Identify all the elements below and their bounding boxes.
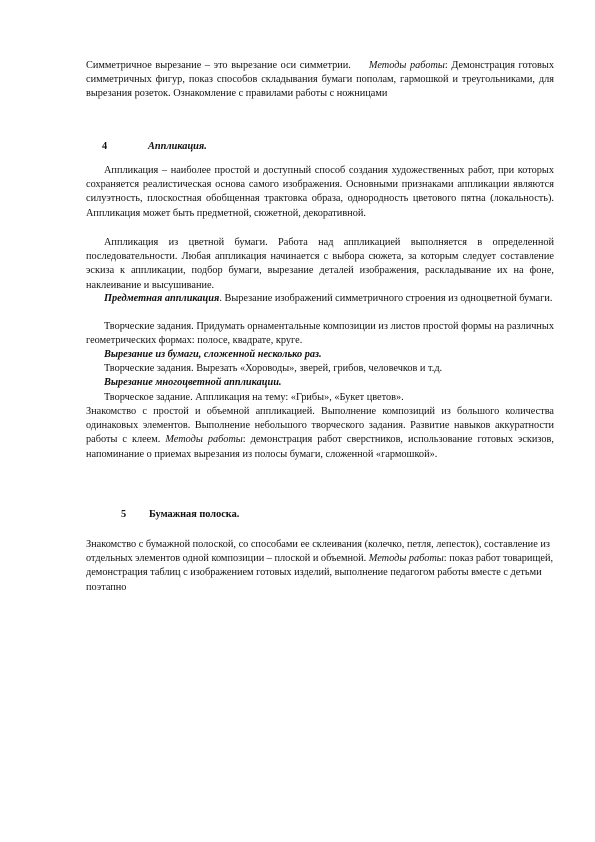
methods-label: Методы работы — [165, 434, 243, 446]
paragraph-creative-tasks-ornament: Творческие задания. Придумать орнаментальные композиции из листов простой формы на различных геометрических формах: полосе, квадрате, круге. — [86, 321, 554, 347]
paragraph-text: Симметричное вырезание – это вырезание оси симметрии. — [86, 60, 351, 71]
methods-label: Методы работы — [368, 553, 444, 565]
paragraph-text: : Демонстрация готовых симметричных фигур, показ способов складывания бумаги пополам, гармошкой и треугольниками, для вырезания розеток. Ознакомление с правилами работы с ножницами — [86, 60, 554, 100]
section-heading-4 — [102, 140, 207, 154]
paragraph-subject-applique — [86, 292, 554, 306]
section-number: 5 — [121, 509, 127, 520]
methods-label: Методы работы — [368, 60, 445, 71]
paragraph-text: . Вырезание изображений симметричного строения из одноцветной бумаги. — [219, 293, 553, 304]
paragraph-text: : демонстрация работ сверстников, использование готовых эскизов, напоминание о приемах вырезания из полосы бумаги, сложенной «гармошкой». — [86, 434, 554, 460]
paragraph-symmetric-cutting — [86, 59, 554, 102]
section-title: Бумажная полоска. — [149, 509, 240, 520]
paragraph-text: Знакомство с бумажной полоской, со способами ее склеивания (колечко, петля, лепесток), составление из отдельных элементов одной композиции – плоской и объемной. — [86, 539, 550, 565]
paragraph-simple-volume-applique — [86, 405, 554, 462]
paragraph-creative-tasks-round-dance: Творческие задания. Вырезать «Хороводы», зверей, грибов, человечков и т.д. — [104, 363, 443, 374]
section-number: 4 — [102, 141, 108, 152]
paragraph-creative-task-theme: Творческое задание. Аппликация на тему: «Грибы», «Букет цветов». — [104, 392, 404, 403]
section-heading-5 — [121, 508, 239, 522]
paragraph-paper-strip — [86, 538, 554, 595]
paragraph-colored-paper: Аппликация из цветной бумаги. Работа над аппликацией выполняется в определенной последовательности. Любая аппликация начинается с выбора сюжета, за которым следует составление эскиза к аппликации, подбор бумаги, вырезание деталей изображения, раскладывание их на фоне, наклеивание и высушивание. — [86, 237, 554, 291]
subject-applique-label: Предметная аппликация — [104, 293, 220, 304]
section-title: Аппликация. — [148, 141, 207, 152]
subheading-multicolor-applique: Вырезание многоцветной аппликации. — [104, 377, 282, 388]
paragraph-text: : показ работ товарищей, демонстрация таблиц с изображением готовых изделий, выполнение педагогом работы вместе с детьми поэтапно — [86, 553, 554, 593]
paragraph-applique-definition: Аппликация – наиболее простой и доступный способ создания художественных работ, при которых сохраняется реалистическая основа самого изображения. Основными признаками аппликации являются силуэтность, плоскостная обобщенная трактовка образа, однородность цветового пятна (локальность). Аппликация может быть предметной, сюжетной, декоративной. — [86, 165, 554, 219]
subheading-folded-paper: Вырезание из бумаги, сложенной несколько раз. — [104, 349, 322, 360]
paragraph-text: Знакомство с простой и объемной аппликацией. Выполнение композиций из большого количества одинаковых элементов. Выполнение небольшого творческого задания. Развитие навыков аккуратности работы с клеем. — [86, 406, 554, 446]
